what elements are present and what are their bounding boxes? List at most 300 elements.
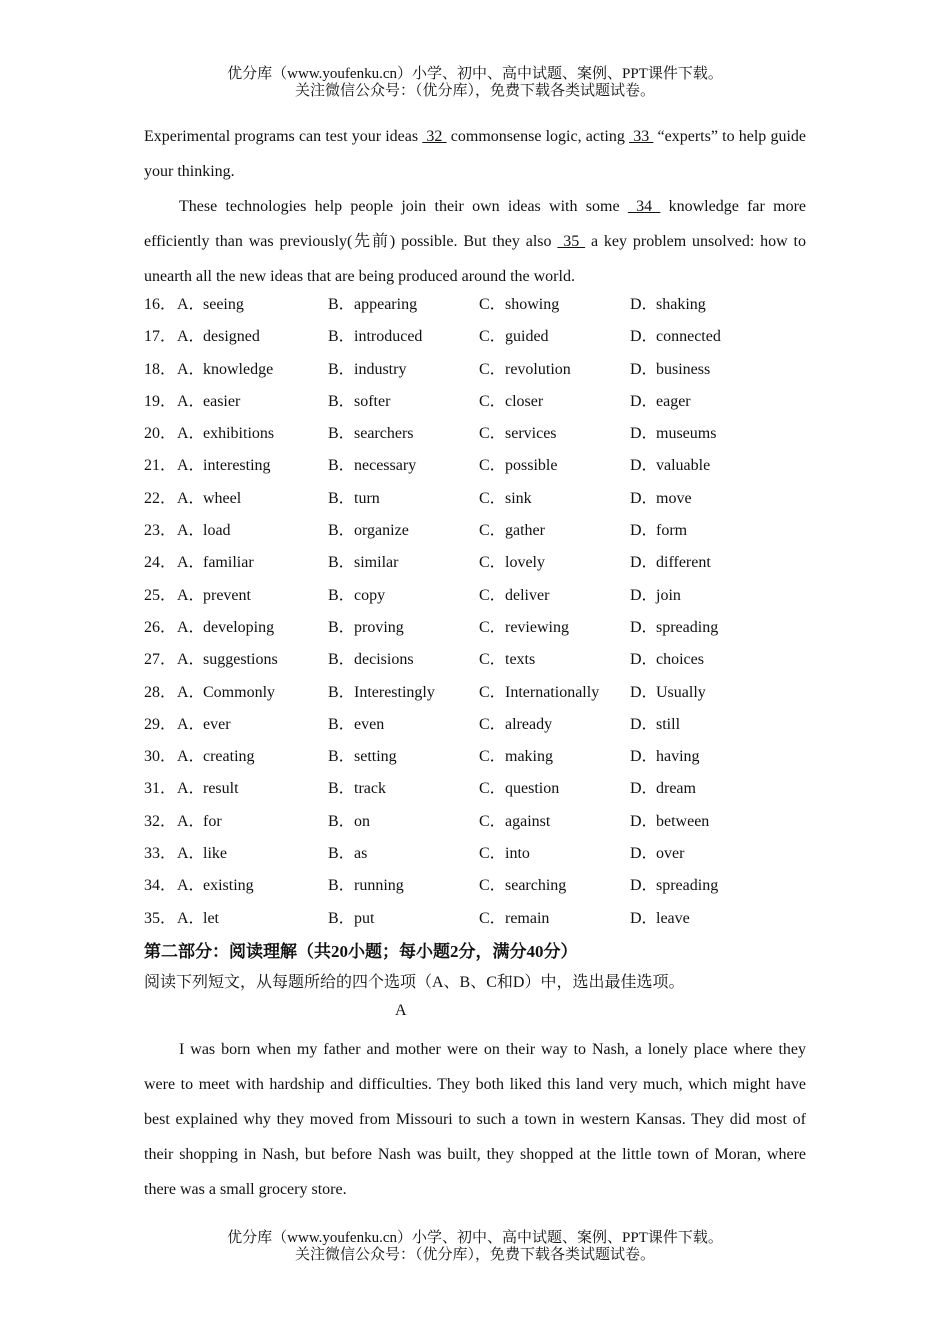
option-letter: B． [328,457,355,475]
question-row [144,418,806,450]
option-text: gather [505,522,545,540]
question-row [144,903,806,935]
question-number: 28． [144,683,177,701]
option-d [630,483,692,515]
option-c [479,289,559,321]
option-text: setting [354,748,397,766]
option-d [630,321,721,353]
option-letter: C． [479,554,506,572]
option-letter: B． [328,392,355,410]
option-a [177,354,273,386]
option-c [479,450,557,482]
option-b [328,515,409,547]
option-text: guided [505,328,549,346]
option-a [177,644,278,676]
option-letter: C． [479,457,506,475]
option-text: texts [505,651,536,669]
option-b [328,547,398,579]
option-a [177,483,241,515]
option-letter: A． [177,554,205,572]
option-letter: C． [479,392,506,410]
blank-33: 33 [629,128,654,145]
option-letter: D． [630,522,658,540]
option-letter: B． [328,845,355,863]
option-c [479,741,553,773]
option-text: introduced [354,328,423,346]
option-letter: D． [630,845,658,863]
option-c [479,773,559,805]
option-c [479,580,549,612]
option-a [177,386,240,418]
option-a [177,677,275,709]
option-letter: B． [328,909,355,927]
option-letter: A． [177,780,205,798]
option-c [479,386,543,418]
option-text: question [505,780,560,798]
option-text: ever [203,715,231,733]
option-a [177,450,271,482]
option-letter: B． [328,683,355,701]
option-b [328,450,416,482]
option-text: already [505,715,553,733]
option-text: put [354,909,375,927]
question-number: 17． [144,328,177,346]
option-text: as [354,845,368,863]
reading-passage [144,1032,806,1207]
option-text: developing [203,618,275,636]
option-text: remain [505,909,550,927]
option-text: services [505,425,557,443]
option-text: track [354,780,386,798]
option-letter: D． [630,392,658,410]
option-c [479,838,530,870]
footer-line-1: 优分库（www.youfenku.cn）小学、初中、高中试题、案例、PPT课件下载。 [227,1230,723,1246]
option-text: exhibitions [203,425,275,443]
option-d [630,612,718,644]
option-letter: A． [177,845,205,863]
question-row [144,644,806,676]
option-text: museums [656,425,717,443]
option-text: showing [505,296,560,313]
section-title: 第二部分：阅读理解（共20小题；每小题2分，满分40分） [144,942,578,961]
section-instruction: 阅读下列短文，从每题所给的四个选项（A、B、C和D）中，选出最佳选项。 [144,974,685,991]
option-b [328,806,370,838]
option-letter: B． [328,554,355,572]
option-c [479,547,545,579]
question-number: 32． [144,812,177,830]
option-letter: C． [479,715,506,733]
option-text: between [656,812,710,830]
question-number: 24． [144,554,177,572]
option-text: easier [203,392,241,410]
option-letter: B． [328,360,355,378]
option-text: dream [656,780,696,798]
option-d [630,677,706,709]
option-letter: C． [479,748,506,766]
option-c [479,321,549,353]
option-letter: B． [328,877,355,895]
option-letter: B． [328,586,355,604]
option-text: searchers [354,425,414,443]
option-text: necessary [354,457,417,475]
option-a [177,838,227,870]
option-a [177,612,274,644]
question-row [144,289,806,321]
question-number: 35． [144,909,177,927]
option-text: designed [203,328,260,346]
option-text: making [505,748,553,766]
question-number: 25． [144,586,177,604]
option-c [479,644,535,676]
question-number: 34． [144,877,177,895]
question-number: 33． [144,845,177,863]
question-number: 22． [144,489,177,507]
option-letter: A． [177,360,205,378]
option-text: revolution [505,360,571,378]
option-letter: D． [630,683,658,701]
question-number: 29． [144,715,177,733]
option-letter: C． [479,296,506,313]
option-b [328,644,414,676]
option-d [630,515,687,547]
option-b [328,870,404,902]
question-row [144,806,806,838]
cloze-passage-end [144,119,806,294]
option-b [328,838,367,870]
option-letter: A． [177,715,205,733]
option-d [630,580,681,612]
option-text: reviewing [505,618,569,636]
option-letter: A． [177,392,205,410]
option-letter: B． [328,651,355,669]
option-letter: A． [177,651,205,669]
option-text: even [354,715,385,733]
option-text: knowledge [203,360,274,378]
option-letter: D． [630,748,658,766]
option-text: searching [505,877,567,895]
option-letter: B． [328,522,355,540]
option-letter: D． [630,715,658,733]
option-text: like [203,845,227,863]
option-text: Interestingly [354,683,435,701]
question-row [144,354,806,386]
option-b [328,580,385,612]
question-row [144,677,806,709]
option-c [479,870,566,902]
option-letter: D． [630,457,658,475]
option-text: suggestions [203,651,278,669]
text-segment: These technologies help people join their own ideas with some [179,198,628,215]
question-row [144,838,806,870]
text-segment: commonsense logic, acting [446,128,630,145]
option-text: existing [203,877,254,895]
option-text: Usually [656,683,706,701]
option-a [177,580,251,612]
option-text: deliver [505,586,550,604]
option-letter: A． [177,586,205,604]
option-a [177,903,219,935]
option-b [328,773,386,805]
option-text: valuable [656,457,711,475]
question-row [144,741,806,773]
question-number: 20． [144,425,177,443]
option-letter: B． [328,425,355,443]
option-letter: D． [630,812,658,830]
option-letter: D． [630,296,658,313]
text-segment: a key problem unsolved: how to unearth all the new ideas that are being produced around the world. [144,233,806,285]
option-text: Commonly [203,683,276,701]
question-row [144,612,806,644]
option-a [177,321,260,353]
option-a [177,806,222,838]
cloze-paragraph-1 [144,119,806,189]
option-letter: D． [630,328,658,346]
option-c [479,515,545,547]
option-text: sink [505,489,532,507]
option-letter: A． [177,425,205,443]
option-b [328,321,422,353]
option-text: into [505,845,530,863]
option-letter: A． [177,296,205,313]
option-text: over [656,845,685,863]
option-a [177,773,239,805]
option-letter: C． [479,328,506,346]
option-letter: C． [479,651,506,669]
option-c [479,612,569,644]
option-text: for [203,812,222,830]
cloze-paragraph-2 [144,189,806,294]
question-row [144,321,806,353]
option-text: appearing [354,296,418,313]
option-text: move [656,489,692,507]
option-a [177,709,231,741]
option-text: interesting [203,457,271,475]
option-text: choices [656,651,704,669]
option-c [479,483,532,515]
question-number: 26． [144,618,177,636]
option-d [630,806,709,838]
option-letter: C． [479,780,506,798]
option-c [479,354,571,386]
option-letter: B． [328,780,355,798]
option-text: turn [354,489,380,507]
option-letter: C． [479,812,506,830]
option-a [177,741,255,773]
option-text: proving [354,618,404,636]
option-text: leave [656,909,690,927]
option-a [177,515,231,547]
option-text: industry [354,360,407,378]
option-d [630,903,690,935]
page-footer [0,1230,950,1264]
option-letter: C． [479,489,506,507]
option-letter: A． [177,457,205,475]
option-text: possible [505,457,558,475]
option-text: let [203,909,219,927]
option-letter: B． [328,748,355,766]
option-text: spreading [656,877,719,895]
option-letter: D． [630,651,658,669]
question-row [144,386,806,418]
option-letter: A． [177,812,205,830]
option-d [630,354,710,386]
option-text: join [656,586,681,604]
option-letter: B． [328,715,355,733]
option-d [630,418,716,450]
option-letter: D． [630,618,658,636]
option-c [479,677,599,709]
option-text: copy [354,586,386,604]
question-row [144,483,806,515]
question-row [144,450,806,482]
option-letter: D． [630,489,658,507]
text-segment: “experts” to help guide your thinking. [144,128,807,180]
option-text: eager [656,392,691,410]
question-row [144,580,806,612]
option-text: spreading [656,618,719,636]
option-letter: B． [328,489,355,507]
option-b [328,289,417,321]
option-letter: C． [479,618,506,636]
blank-32: 32 [422,128,447,145]
option-letter: A． [177,328,205,346]
option-c [479,709,552,741]
option-c [479,903,549,935]
option-d [630,547,711,579]
option-text: seeing [203,296,244,313]
option-b [328,386,390,418]
text-segment: knowledge far more efficiently than was previously(先前) possible. But they also [144,198,807,250]
option-letter: C． [479,425,506,443]
question-list [144,289,806,935]
option-a [177,547,254,579]
option-text: familiar [203,554,254,572]
option-c [479,418,557,450]
question-row [144,773,806,805]
option-letter: C． [479,909,506,927]
option-letter: A． [177,909,205,927]
option-d [630,709,680,741]
option-d [630,450,710,482]
option-letter: C． [479,845,506,863]
page-header [0,66,950,100]
question-number: 27． [144,651,177,669]
passage-paragraph: I was born when my father and mother were on their way to Nash, a lonely place where they were to meet with hardship and difficulties. They both liked this land very much, which might have best explained why they moved from Missouri to such a town in western Kansas. They did most of their shopping in Nash, but before Nash was built, they shopped at the little town of Moran, where there was a small grocery store. [144,1041,806,1198]
option-letter: B． [328,328,355,346]
footer-line-2: 关注微信公众号：（优分库），免费下载各类试题试卷。 [294,1247,655,1263]
option-b [328,709,384,741]
option-b [328,741,397,773]
option-text: similar [354,554,399,572]
option-text: shaking [656,296,706,313]
option-text: creating [203,748,255,766]
option-text: having [656,748,700,766]
option-text: result [203,780,239,798]
option-a [177,289,244,321]
option-a [177,418,274,450]
option-letter: D． [630,877,658,895]
option-text: different [656,554,711,572]
option-letter: D． [630,780,658,798]
option-letter: A． [177,522,205,540]
option-text: closer [505,392,544,410]
option-c [479,806,550,838]
option-letter: A． [177,489,205,507]
option-text: Internationally [505,683,600,701]
option-letter: C． [479,522,506,540]
option-d [630,741,700,773]
option-text: form [656,522,688,540]
option-d [630,644,704,676]
header-line-1: 优分库（www.youfenku.cn）小学、初中、高中试题、案例、PPT课件下载。 [227,66,723,82]
option-letter: B． [328,618,355,636]
option-text: wheel [203,489,242,507]
option-letter: D． [630,909,658,927]
option-text: softer [354,392,391,410]
question-number: 21． [144,457,177,475]
option-text: business [656,360,711,378]
blank-34: 34 [627,198,661,215]
passage-label: A [395,1002,407,1019]
option-d [630,838,684,870]
question-row [144,709,806,741]
option-b [328,354,406,386]
option-letter: C． [479,586,506,604]
option-letter: D． [630,586,658,604]
question-number: 19． [144,392,177,410]
option-d [630,386,691,418]
option-b [328,418,414,450]
text-segment: Experimental programs can test your ideas [144,128,423,145]
option-b [328,903,374,935]
option-text: load [203,522,231,540]
question-row [144,547,806,579]
option-text: running [354,877,404,895]
option-b [328,483,380,515]
option-text: connected [656,328,721,346]
option-letter: D． [630,360,658,378]
option-b [328,612,404,644]
header-line-2: 关注微信公众号：（优分库），免费下载各类试题试卷。 [294,83,655,99]
option-letter: A． [177,618,205,636]
question-number: 31． [144,780,177,798]
option-text: prevent [203,586,251,604]
question-row [144,515,806,547]
option-text: on [354,812,370,830]
option-text: decisions [354,651,414,669]
option-text: lovely [505,554,545,572]
option-d [630,870,718,902]
question-number: 30． [144,748,177,766]
option-d [630,289,706,321]
option-letter: D． [630,425,658,443]
option-a [177,870,254,902]
option-letter: C． [479,683,506,701]
option-letter: C． [479,360,506,378]
option-d [630,773,696,805]
option-text: against [505,812,551,830]
question-number: 18． [144,360,177,378]
option-letter: B． [328,296,355,313]
option-letter: A． [177,877,205,895]
option-letter: A． [177,748,205,766]
question-number: 23． [144,522,177,540]
option-letter: C． [479,877,506,895]
question-number: 16． [144,296,177,313]
option-letter: B． [328,812,355,830]
question-row [144,870,806,902]
option-letter: D． [630,554,658,572]
